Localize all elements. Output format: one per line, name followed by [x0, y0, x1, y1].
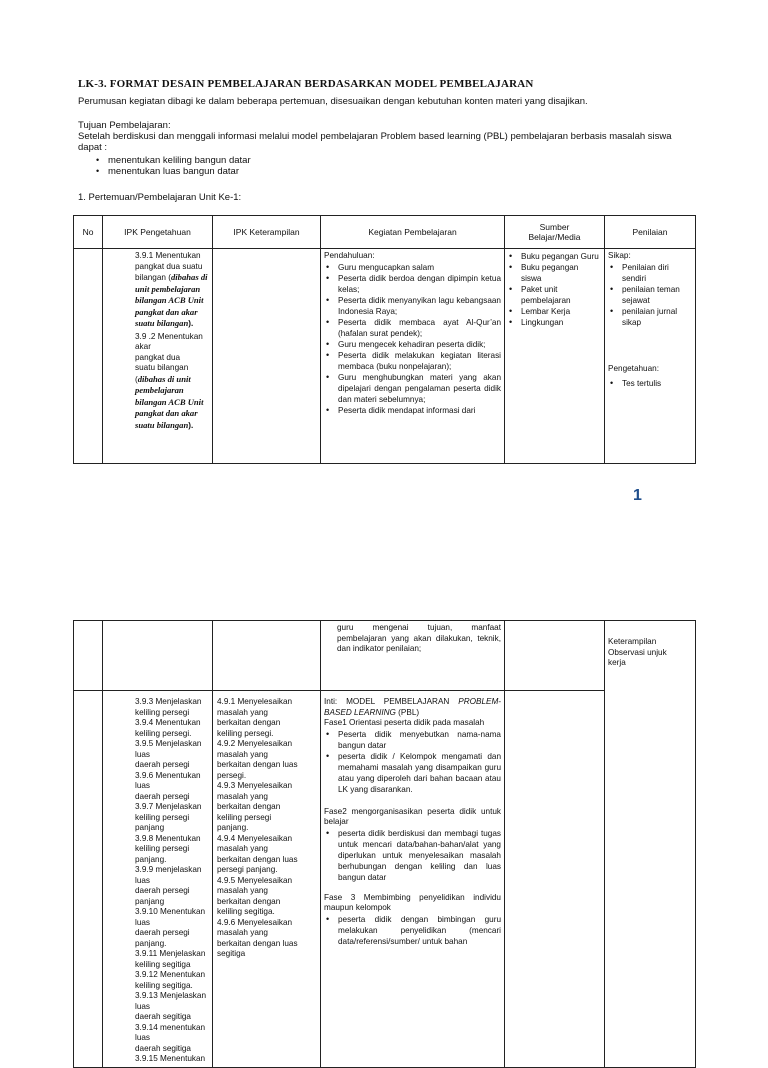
kegiatan-list	[324, 262, 501, 416]
kegiatan-item: • Peserta didik berdoa dengan dipimpin ketua kelas;	[324, 273, 501, 295]
ipk-line: 3.9.13 Menjelaskan luas	[135, 991, 207, 1011]
tujuan-item: • menentukan luas bangun datar	[94, 166, 251, 177]
ipk-text: 3.9 .2 Menentukan akar	[135, 331, 203, 351]
fase-2-item: • peserta didik berdiskusi dan membagi tugas untuk mencari data/bahan-bahan/alat yang diperlukan untuk menyelesaikan masalah berhubungan dengan keliling dan luas bangun datar	[324, 828, 501, 883]
ipk-line: masalah yang	[217, 791, 268, 801]
inti-sumber	[505, 691, 605, 1068]
sumber-item: • Paket unit pembelajaran	[507, 284, 601, 306]
keterampilan-line-3: kerja	[608, 658, 626, 667]
cell-penilaian	[605, 249, 696, 464]
sikap-item: • penilaian jurnal sikap	[608, 306, 692, 328]
ipk-line: 3.9.5 Menjelaskan luas	[135, 739, 202, 759]
ipk-text: bilangan (	[135, 273, 171, 282]
ipk-line: 4.9.4 Menyelesaikan	[217, 833, 293, 843]
ipk-pengetahuan-lines	[135, 697, 209, 1065]
ipk-line: 3.9.12 Menentukan	[135, 970, 206, 979]
sumber-list	[507, 251, 601, 328]
ipk-line: daerah segitiga	[135, 1012, 191, 1021]
intro-paragraph: Perumusan kegiatan dibagi ke dalam beberapa pertemuan, disesuaikan dengan kebutuhan konten materi yang disajikan.	[78, 96, 588, 107]
ipk-line: 3.9.4 Menentukan	[135, 718, 201, 727]
ipk-line: keliling segitiga.	[217, 907, 275, 916]
kegiatan-item: • Peserta didik menyanyikan lagu kebangsaan Indonesia Raya;	[324, 295, 501, 317]
pendahuluan-label: Pendahuluan:	[324, 251, 375, 260]
sikap-item: • Penilaian diri sendiri	[608, 262, 692, 284]
ipk-line: 3.9.8 Menentukan	[135, 833, 201, 843]
ipk-line: keliling persegi panjang.	[135, 844, 190, 864]
keterampilan-line-2: Observasi unjuk	[608, 647, 667, 657]
inti-heading	[324, 697, 501, 718]
fase-1-heading: Fase1 Orientasi peserta didik pada masalah	[324, 718, 485, 727]
ipk-line: 3.9.11 Menjelaskan	[135, 949, 206, 958]
sumber-item: • Buku pegangan Guru	[507, 251, 601, 262]
kegiatan-item: • Guru mengecek kehadiran peserta didik;	[324, 339, 501, 350]
cell-ipk-keterampilan	[213, 249, 321, 464]
fase-1-item: • Peserta didik menyebutkan nama-nama bangun datar	[324, 729, 501, 751]
header-penilaian: Penilaian	[605, 216, 696, 249]
ipk-line: keliling persegi.	[135, 728, 192, 738]
ipk-line: panjang.	[217, 823, 249, 832]
ipk-close: ).	[188, 420, 194, 430]
ipk-line: 3.9.15 Menentukan	[135, 1054, 206, 1063]
ipk-line: segitiga	[217, 949, 246, 958]
ipk-line: masalah yang	[217, 844, 268, 853]
cont-kegiatan-text: guru mengenai tujuan, manfaat pembelajaran yang akan dilakukan, teknik, dan indikator penilaian;	[337, 623, 501, 653]
cell-ipk-pengetahuan	[103, 249, 213, 464]
header-ipk-keterampilan: IPK Keterampilan	[213, 216, 321, 249]
ipk-italic-note: dibahas di unit pembelajaran bilangan ACB Unit pangkat dan akar suatu bilangan	[135, 373, 204, 430]
ipk-keterampilan-lines	[217, 697, 317, 960]
ipk-line: persegi.	[217, 770, 247, 780]
ipk-line: 4.9.3 Menyelesaikan	[217, 781, 293, 790]
header-sumber-line-2: Belajar/Media	[528, 232, 581, 242]
ipk-text: suatu bilangan (	[135, 363, 189, 384]
sumber-item: • Lingkungan	[507, 317, 601, 328]
inti-label: Inti: MODEL PEMBELAJARAN	[324, 697, 459, 706]
inti-ipk-keterampilan	[213, 691, 321, 1068]
ipk-text: 3.9.1 Menentukan	[135, 251, 201, 260]
tujuan-heading: Tujuan Pembelajaran:	[78, 120, 171, 131]
fase-3-heading: Fase 3 Membimbing penyelidikan individu maupun kelompok	[324, 892, 501, 912]
pengetahuan-item: • Tes tertulis	[608, 378, 692, 389]
fase-3-item: • peserta didik dengan bimbingan guru melakukan penyelidikan (mencari data/referensi/sumber/ untuk bahan	[324, 914, 501, 947]
fase-1-item: • peserta didik / Kelompok mengamati dan memahami masalah yang disampaikan guru atau yang diperoleh dari bahan bacaan atau LK yang disarankan.	[324, 751, 501, 795]
tujuan-text-line-2: dapat :	[78, 142, 108, 153]
ipk-line: keliling persegi panjang	[135, 812, 190, 832]
ipk-text: pangkat dua suatu	[135, 261, 203, 271]
inti-ipk-pengetahuan	[103, 691, 213, 1068]
header-sumber-line-1: Sumber	[539, 221, 570, 232]
ipk-line: keliling persegi	[217, 812, 272, 822]
keterampilan-label: Keterampilan	[608, 637, 657, 646]
header-no: No	[74, 216, 103, 249]
ipk-line: daerah segitiga	[135, 1043, 191, 1053]
cell-sumber	[505, 249, 605, 464]
cont-ipk-keterampilan	[213, 621, 321, 691]
pengetahuan-list	[608, 378, 692, 389]
inti-model: PROBLEM-BASED LEARNING	[324, 697, 501, 717]
ipk-3-9-1	[135, 251, 209, 330]
ipk-line: berkaitan dengan luas	[217, 854, 298, 864]
ipk-line: masalah yang	[217, 749, 268, 759]
fase-2-list	[324, 828, 501, 883]
tujuan-text-line-1: Setelah berdiskusi dan menggali informasi melalui model pembelajaran Problem based learning (PBL) pembelajaran berbasis masalah siswa	[78, 131, 672, 142]
ipk-line: keliling persegi	[135, 707, 190, 717]
ipk-line: masalah yang	[217, 886, 268, 895]
sikap-list	[608, 262, 692, 328]
lesson-table-page-2	[73, 620, 696, 1068]
ipk-line: berkaitan dengan luas	[217, 760, 298, 769]
sikap-label: Sikap:	[608, 251, 631, 260]
kegiatan-item: • Peserta didik mendapat informasi dari	[324, 405, 501, 416]
lesson-table-page-1	[73, 215, 696, 464]
ipk-line: daerah persegi	[135, 791, 190, 801]
pertemuan-heading: 1. Pertemuan/Pembelajaran Unit Ke-1:	[78, 192, 242, 203]
sumber-item: • Buku pegangan siswa	[507, 262, 601, 284]
header-sumber	[505, 216, 605, 249]
sumber-item: • Lembar Kerja	[507, 306, 601, 317]
inti-no	[74, 691, 103, 1068]
kegiatan-item: • Guru mengucapkan salam	[324, 262, 501, 273]
ipk-line: berkaitan dengan	[217, 896, 281, 906]
inti-kegiatan	[321, 691, 505, 1068]
fase-1-list	[324, 729, 501, 795]
cont-sumber	[505, 621, 605, 691]
page-number: 1	[633, 487, 642, 504]
ipk-line: persegi panjang.	[217, 865, 278, 874]
tujuan-list	[94, 155, 251, 177]
ipk-line: 3.9.14 menentukan luas	[135, 1022, 206, 1042]
header-ipk-pengetahuan: IPK Pengetahuan	[103, 216, 213, 249]
ipk-close: ).	[188, 319, 194, 328]
ipk-line: daerah persegi	[135, 760, 190, 769]
cell-kegiatan	[321, 249, 505, 464]
inti-close: (PBL)	[395, 707, 420, 717]
cell-no	[74, 249, 103, 464]
kegiatan-item: • Guru menghubungkan materi yang akan dipelajari dengan pengalaman peserta didik dan materi sebelumnya;	[324, 372, 501, 405]
cont-ipk-pengetahuan	[103, 621, 213, 691]
ipk-line: keliling segitiga	[135, 959, 191, 969]
ipk-line: 4.9.2 Menyelesaikan	[217, 739, 293, 748]
sikap-item: • penilaian teman sejawat	[608, 284, 692, 306]
document-title: LK-3. FORMAT DESAIN PEMBELAJARAN BERDASARKAN MODEL PEMBELAJARAN	[78, 78, 534, 90]
kegiatan-item: • Peserta didik melakukan kegiatan literasi membaca (buku nonpelajaran);	[324, 350, 501, 372]
header-kegiatan: Kegiatan Pembelajaran	[321, 216, 505, 249]
ipk-text: pangkat dua	[135, 352, 181, 362]
ipk-line: 4.9.1 Menyelesaikan	[217, 697, 293, 706]
ipk-line: 3.9.9 menjelaskan luas	[135, 865, 202, 885]
fase-3-list	[324, 914, 501, 947]
cont-penilaian	[605, 621, 696, 1068]
ipk-line: daerah persegi panjang.	[135, 928, 190, 948]
ipk-line: daerah persegi panjang	[135, 886, 190, 906]
kegiatan-item: • Peserta didik membaca ayat Al-Qur’an (hafalan surat pendek);	[324, 317, 501, 339]
ipk-3-9-2	[135, 332, 209, 432]
ipk-line: berkaitan dengan	[217, 718, 281, 727]
ipk-line: 3.9.3 Menjelaskan	[135, 697, 202, 706]
ipk-line: keliling segitiga.	[135, 980, 193, 990]
ipk-line: 4.9.6 Menyelesaikan	[217, 917, 293, 927]
ipk-line: 3.9.6 Menentukan luas	[135, 770, 201, 790]
cont-kegiatan	[321, 621, 505, 691]
ipk-italic-note: dibahas di unit pembelajaran bilangan ACB Unit pangkat dan akar suatu bilangan	[135, 272, 208, 328]
ipk-line: berkaitan dengan luas	[217, 938, 298, 948]
ipk-line: 4.9.5 Menyelesaikan	[217, 875, 293, 885]
fase-2-heading: Fase2 mengorganisasikan peserta didik untuk belajar	[324, 806, 501, 826]
tujuan-item: • menentukan keliling bangun datar	[94, 155, 251, 166]
ipk-line: berkaitan dengan	[217, 802, 281, 811]
ipk-line: 3.9.10 Menentukan luas	[135, 907, 206, 927]
cont-no	[74, 621, 103, 691]
ipk-line: keliling persegi.	[217, 728, 274, 738]
ipk-line: masalah yang	[217, 707, 268, 717]
ipk-line: 3.9.7 Menjelaskan	[135, 802, 202, 811]
pengetahuan-label: Pengetahuan:	[608, 363, 659, 373]
ipk-line: masalah yang	[217, 928, 268, 937]
